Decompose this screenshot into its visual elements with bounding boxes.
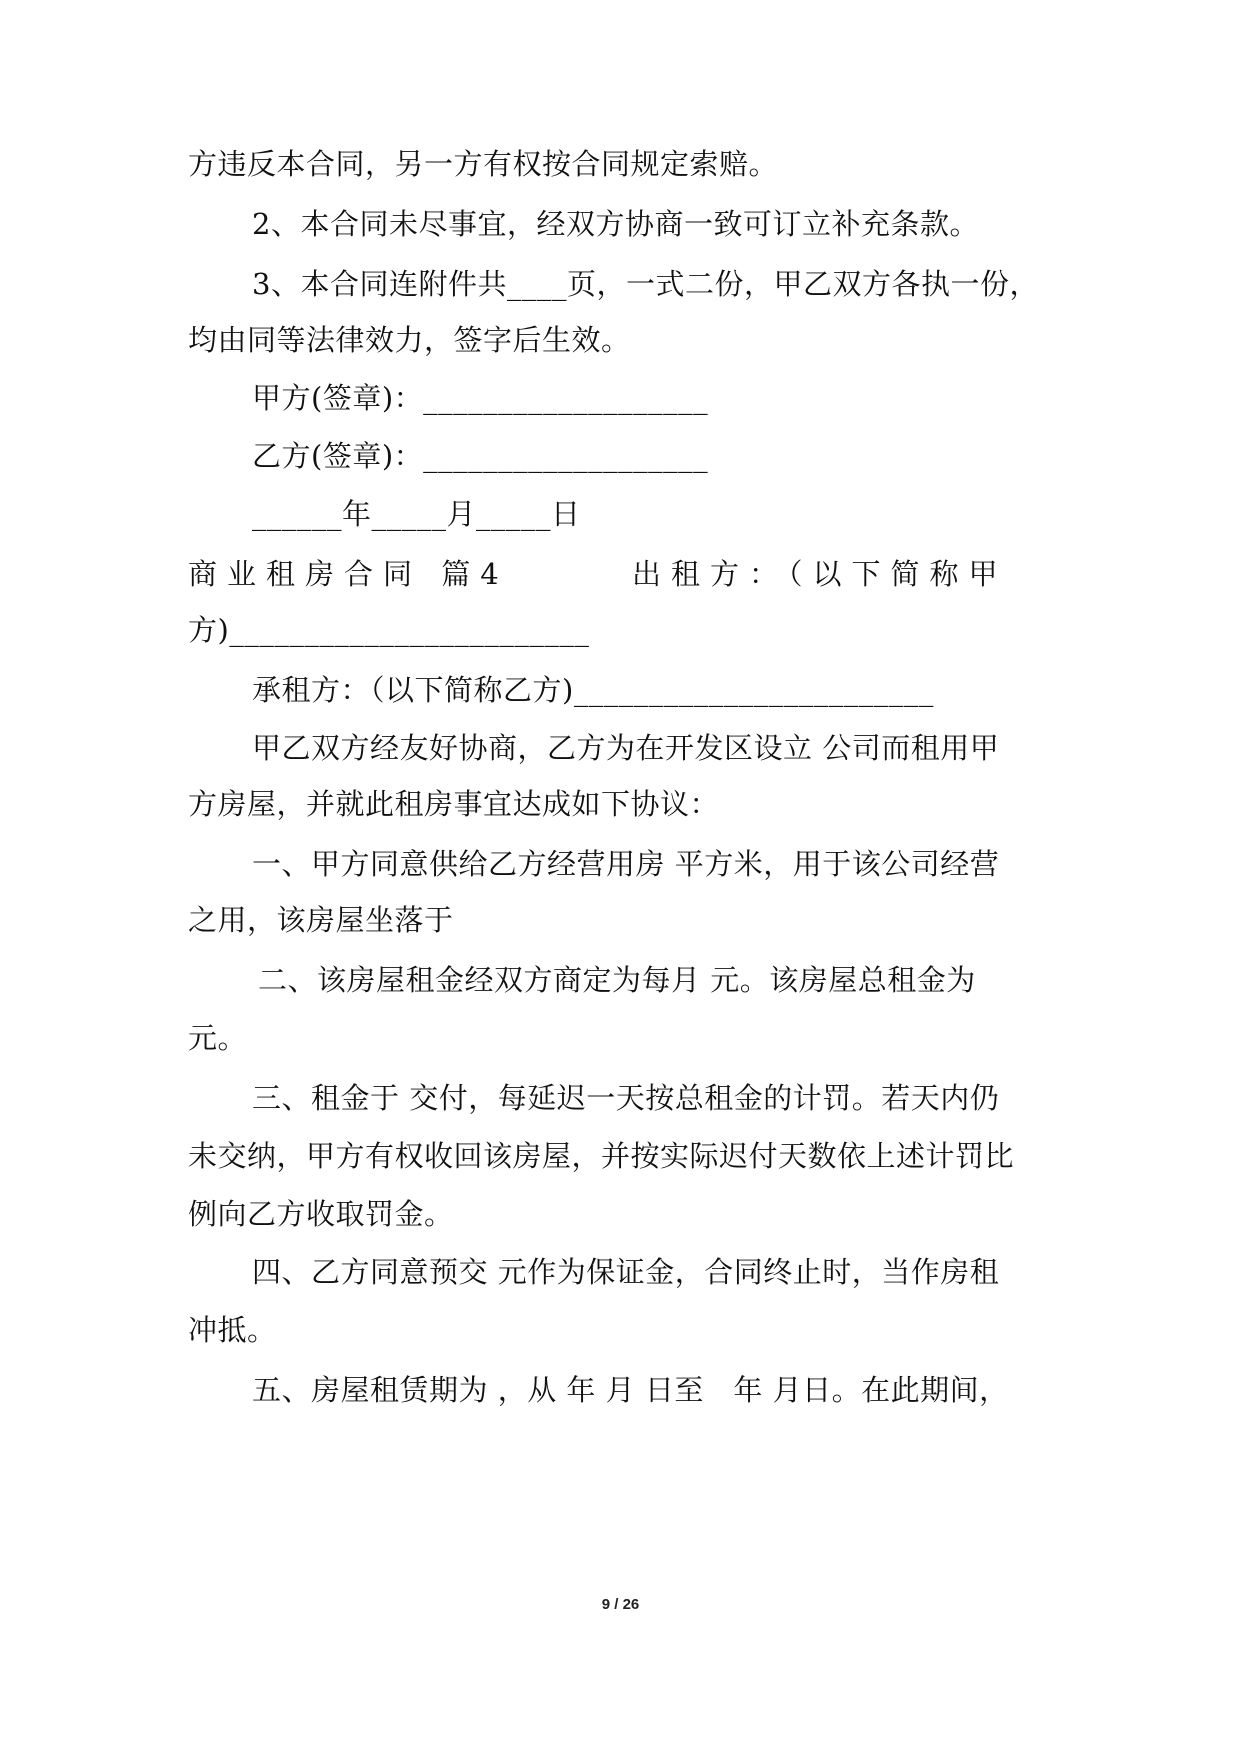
body-text-line: 例向乙方收取罚金。 [188,1197,454,1231]
contract-heading: 商业租房合同 篇4 [188,557,509,591]
clause-3: 3、本合同连附件共____页，一式二份，甲乙双方各执一份， [252,267,1039,301]
lessor-label: 出租方：（以下简称甲 [632,557,1008,591]
clause-four: 四、乙方同意预交 元作为保证金，合同终止时，当作房租 [252,1255,1000,1289]
body-text-line: 元。 [188,1021,248,1055]
body-text-line: 方违反本合同，另一方有权按合同规定索赔。 [188,147,779,181]
party-a-signature-line: 甲方(签章)：___________________ [252,381,709,415]
date-line: ______年_____月_____日 [252,497,581,531]
clause-2: 2、本合同未尽事宜，经双方协商一致可订立补充条款。 [252,207,979,241]
party-b-signature-line: 乙方(签章)：___________________ [252,439,709,473]
clause-three: 三、租金于 交付，每延迟一天按总租金的计罚。若天内仍 [252,1081,1000,1115]
clause-five: 五、房屋租赁期为 ，从 年 月 日至 年 月日。在此期间， [252,1373,1009,1407]
body-text-line: 甲乙双方经友好协商，乙方为在开发区设立 公司而租用甲 [252,731,1000,765]
body-text-line: 均由同等法律效力，签字后生效。 [188,323,631,357]
clause-two: 二、该房屋租金经双方商定为每月 元。该房屋总租金为 [258,963,976,997]
lessee-line: 承租方：（以下简称乙方)________________________ [252,673,934,707]
page-number: 9 / 26 [601,1596,640,1613]
clause-one: 一、甲方同意供给乙方经营用房 平方米，用于该公司经营 [252,847,1000,881]
body-text-line: 未交纳，甲方有权收回该房屋，并按实际迟付天数依上述计罚比 [188,1139,1015,1173]
body-text-line: 方房屋，并就此租房事宜达成如下协议： [188,787,720,821]
body-text-line: 之用，该房屋坐落于 [188,903,454,937]
lessor-blank-line: 方)________________________ [188,613,590,647]
body-text-line: 冲抵。 [188,1313,277,1347]
